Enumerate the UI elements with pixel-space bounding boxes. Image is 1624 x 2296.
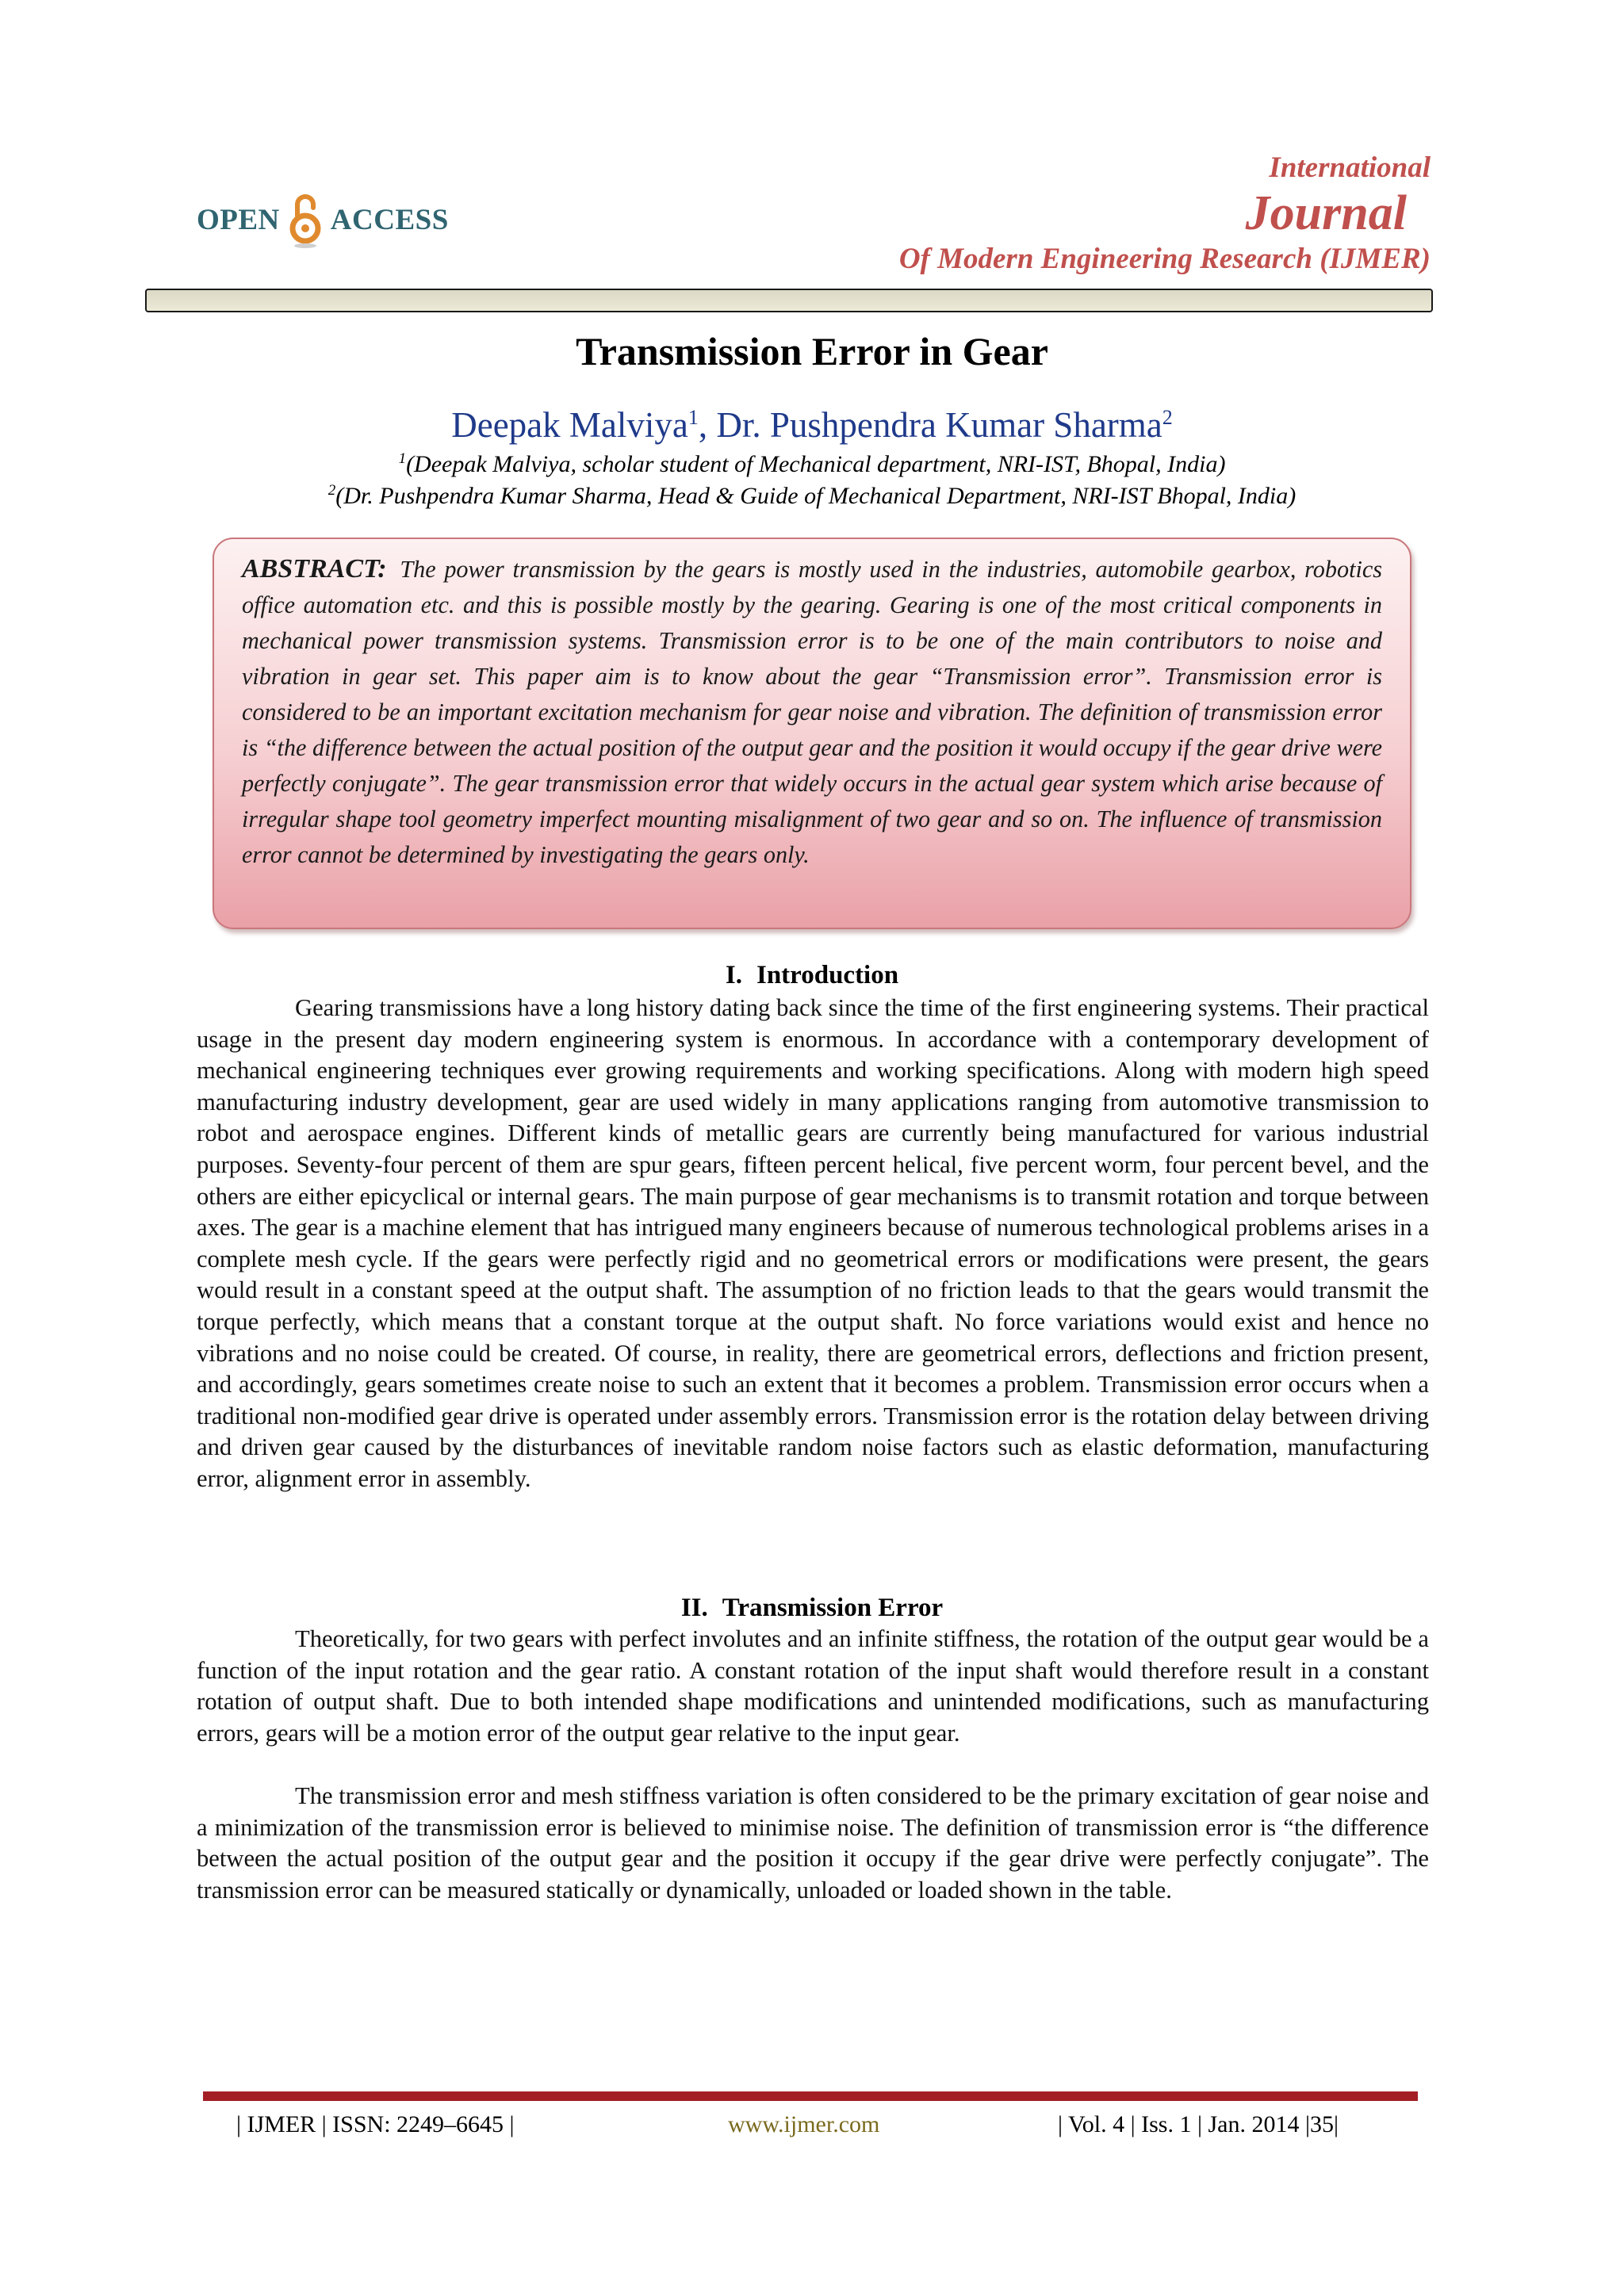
body-paragraph: Gearing transmissions have a long history dating back since the time of the first engineering systems. Their practical usage in the present day modern engineering system is enormous. In accordance with a contemporary development of mechanical engineering techniques ever growing requirements and working specifications. Along with modern high speed manufacturing industry development, gear are used widely in many applications ranging from automotive transmission to robot and aerospace engines. Different kinds of metallic gears are currently being manufactured for various industrial purposes. Seventy-four percent of them are spur gears, fifteen percent helical, five percent worm, four percent bevel, and the others are either epicyclical or internal gears. The main purpose of gear mechanisms is to transmit rotation and torque between axes. The gear is a machine element that has intrigued many engineers because of numerous technological problems arises in a complete mesh cycle. If the gears were perfectly rigid and no geometrical errors or modifications were present, the gears would result in a constant speed at the output shaft. The assumption of no friction leads to that the gears would transmit the torque perfectly, which means that a constant torque at the output shaft. No force variations would exist and hence no vibrations and no noise could be created. Of course, in reality, there are geometrical errors, deflections and friction present, and accordingly, gears sometimes create noise to such an extent that it becomes a problem. Transmission error occurs when a traditional non-modified gear drive is operated under assembly errors. Transmission error is the rotation delay between driving and driven gear caused by the disturbances of inevitable random noise factors such as elastic deformation, manufacturing error, alignment error in assembly. [197, 994, 1429, 1492]
author-name-1: Deepak Malviya [451, 405, 688, 445]
author-2-superscript: 2 [1162, 406, 1173, 429]
body-paragraph: The transmission error and mesh stiffness variation is often considered to be the primary excitation of gear noise and a minimization of the transmission error is believed to minimise noise. The definition of transmission error is “the difference between the actual position of the output gear and the position it occupy if the gear drive were perfectly conjugate”. The transmission error can be measured statically or dynamically, unloaded or loaded shown in the table. [197, 1782, 1429, 1904]
abstract-text: The power transmission by the gears is mostly used in the industries, automobile gearbox, robotics office automation etc. and this is possible mostly by the gearing. Gearing is one of the most critical components in mechanical power transmission systems. Transmission error is to be one of the main contributors to noise and vibration in gear set. This paper aim is to know about the gear “Transmission error”. Transmission error is considered to be an important excitation mechanism for gear noise and vibration. The definition of transmission error is “the difference between the actual position of the output gear and the position it would occupy if the gear drive were perfectly conjugate”. The gear transmission error that widely occurs in the actual gear system which arise because of irregular shape tool geometry imperfect mounting misalignment of two gear and so on. The influence of transmission error cannot be determined by investigating the gears only. [242, 556, 1383, 868]
footer-volume-info: | Vol. 4 | Iss. 1 | Jan. 2014 |35| [1058, 2111, 1339, 2137]
transmission-error-body-1 [197, 1624, 1429, 1749]
abstract-paragraph [242, 551, 1382, 873]
open-access-lock-icon [288, 189, 323, 251]
journal-name-line2: Journal [1245, 186, 1407, 240]
open-access-open-text: OPEN [197, 203, 280, 236]
section-title: Transmission Error [722, 1594, 944, 1622]
affiliation-1-text: (Deepak Malviya, scholar student of Mechanical department, NRI-IST, Bhopal, India) [406, 451, 1226, 477]
affiliation-1 [0, 449, 1624, 480]
footer-divider-bar [203, 2091, 1418, 2101]
section-number: I. [725, 961, 742, 989]
affiliation-2-text: (Dr. Pushpendra Kumar Sharma, Head & Guide of Mechanical Department, NRI-IST Bhopal, India) [335, 483, 1297, 509]
introduction-body [197, 993, 1429, 1495]
section-heading-introduction [0, 959, 1624, 991]
abstract-label: ABSTRACT: [242, 554, 387, 584]
section-heading-transmission-error [0, 1592, 1624, 1624]
affiliation-1-superscript: 1 [398, 450, 407, 467]
paper-title: Transmission Error in Gear [576, 329, 1048, 373]
footer-issn: | IJMER | ISSN: 2249–6645 | [236, 2111, 515, 2137]
author-name-2: Dr. Pushpendra Kumar Sharma [716, 405, 1162, 445]
journal-name [899, 151, 1431, 277]
open-access-logo [197, 189, 449, 251]
journal-name-line1: International [1269, 151, 1431, 184]
author-1-superscript: 1 [688, 406, 699, 429]
footer-website-link[interactable]: www.ijmer.com [728, 2111, 880, 2137]
abstract-box [213, 538, 1411, 929]
author-separator: , [698, 405, 717, 445]
section-number: II. [680, 1594, 708, 1622]
affiliation-2-superscript: 2 [327, 482, 336, 499]
transmission-error-body-2 [197, 1781, 1429, 1906]
section-title: Introduction [756, 961, 899, 989]
body-paragraph: Theoretically, for two gears with perfect involutes and an infinite stiffness, the rotation of the output gear would be a function of the input rotation and the gear ratio. A constant rotation of the input shaft would therefore result in a constant rotation of output shaft. Due to both intended shape modifications and unintended modifications, such as manufacturing errors, gears will be a motion error of the output gear relative to the input gear. [197, 1625, 1429, 1747]
header-divider-bar [145, 289, 1433, 312]
journal-name-line3: Of Modern Engineering Research (IJMER) [898, 243, 1431, 275]
affiliation-2 [0, 480, 1624, 512]
author-line [0, 403, 1624, 447]
open-access-access-text: ACCESS [330, 203, 449, 236]
